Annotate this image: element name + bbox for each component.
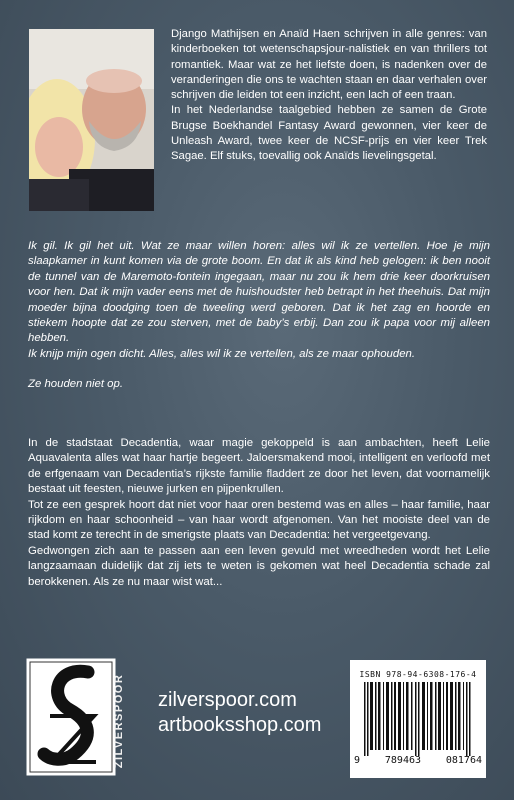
website-link[interactable]: artbooksshop.com — [158, 714, 322, 736]
author-bio — [171, 27, 487, 165]
excerpt-closing-line: Ze houden niet op. — [28, 378, 123, 391]
isbn-barcode — [350, 660, 486, 778]
book-blurb — [28, 436, 490, 590]
author-photo — [29, 29, 154, 211]
publisher-logo — [26, 658, 136, 776]
excerpt-paragraph: Ik knijp mijn ogen dicht. Alles, alles wil ik ze vertellen, als ze maar ophouden. — [28, 347, 416, 360]
authors-photo-image — [29, 29, 154, 211]
author-bio-awards-paragraph: In het Nederlandse taalgebied hebben ze samen de Grote Brugse Boekhandel Fantasy Award gewonnen, vier keer de Unleash Award, twee keer de NCSF-prijs en vier keer Trek Sagae. Elf stuks, toevallig ook Anaïds lievelingsgetal. — [171, 104, 487, 163]
publisher-websites — [158, 688, 348, 738]
excerpt-paragraph: Ik gil. Ik gil het uit. Wat ze maar willen horen: alles wil ik ze vertellen. Hoe je mijn slaapkamer in kunt komen via de grote boom. En dat ik als kind heb gelogen: ik ben nooit de tunnel van de Maremoto-fontein ingegaan, maar nu zou ik hem drie keer doorkruisen voor hen. Dat ik mijn vader eens met de huishoudster heb betrapt in het theehuis. Dat mijn moeder bijna doodging toen de tweeling werd geboren. Dat ik het zag en hoorde en stiekem hoopte dat ze zou sterven, met de baby’s erbij. Dan zou ik papa voor mij alleen hebben. — [28, 240, 490, 345]
website-link[interactable]: zilverspoor.com — [158, 689, 297, 711]
blurb-paragraph: Tot ze een gesprek hoort dat niet voor haar oren bestemd was en alles – haar familie, haar rijkdom en haar schoonheid – van haar wordt afgenomen. Van het mooiste deel van de stad komt ze terecht in de smerigste plaats van Decadentia: het vergeetgevang. — [28, 498, 490, 542]
barcode-digit-group: 081764 — [445, 755, 482, 766]
blurb-paragraph: In de stadstaat Decadentia, waar magie gekoppeld is aan ambachten, heeft Lelie Aquavalenta alles wat haar hartje begeert. Jaloersmakend mooi, intelligent en verloofd met de erfgenaam van Decadentia’s rijkste familie fladdert ze door het leven, dat voornamelijk bestaat uit feesten, nieuwe jurken en pijpenkrullen. — [28, 437, 490, 496]
barcode-icon — [364, 682, 472, 756]
isbn-label: ISBN 978-94-6308-176-4 — [359, 670, 477, 679]
barcode-digit-group: 9 — [354, 755, 361, 766]
blurb-paragraph: Gedwongen zich aan te passen aan een leven gevuld met wreedheden wordt het Lelie langzaamaan duidelijk dat zij iets te weten is gekomen wat heel Decadentia schade zal berokkenen. Als ze nu maar wist wat... — [28, 544, 490, 588]
book-excerpt — [28, 239, 490, 393]
author-bio-paragraph: Django Mathijsen en Anaïd Haen schrijven in alle genres: van kinderboeken tot wetenschapsjour-nalistiek en van thrillers tot romantiek. Maar wat ze het liefste doen, is nadenken over de veranderingen die ons te wachten staan en daar verhalen over schrijven die leiden tot een inzicht, een lach of een traan. — [171, 28, 487, 102]
publisher-name: ZILVERSPOOR — [113, 673, 125, 769]
barcode-digits — [354, 755, 482, 766]
barcode-digit-group: 789463 — [384, 755, 422, 766]
